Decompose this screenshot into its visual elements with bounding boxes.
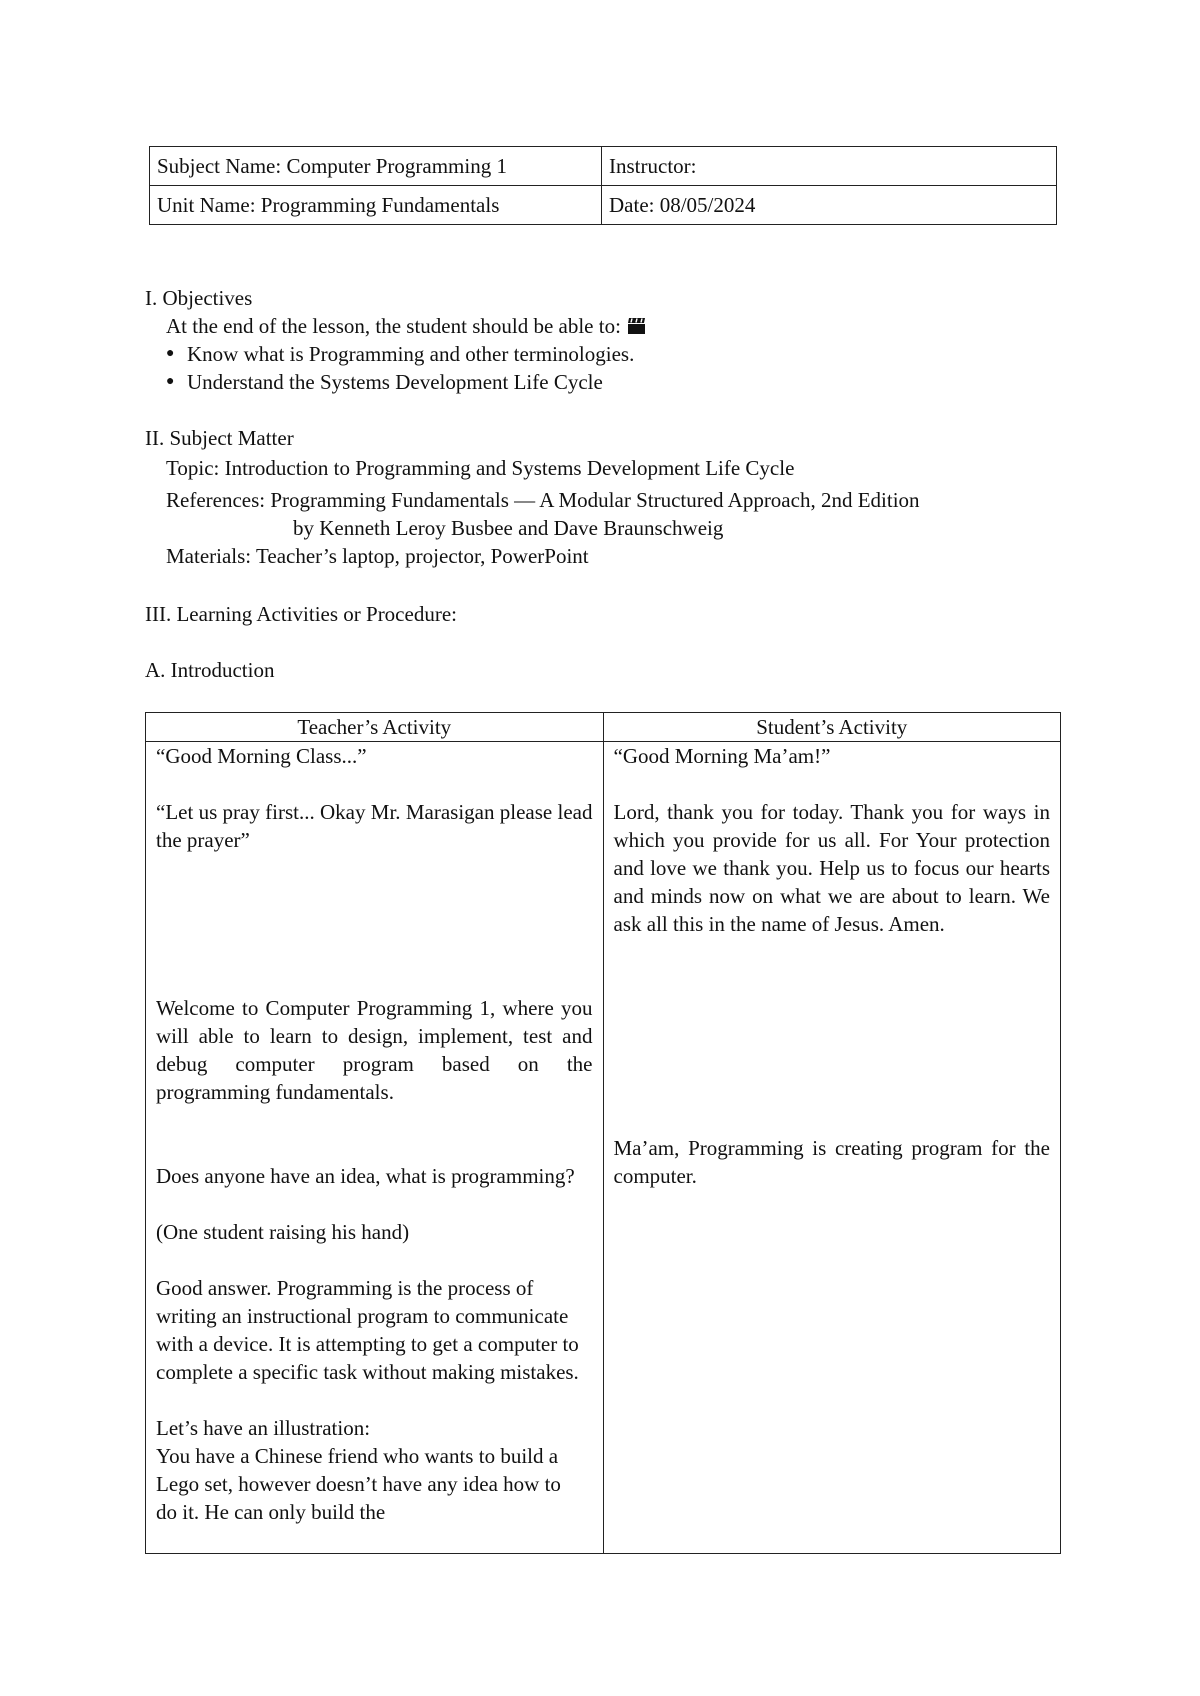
- student-activity-header: Student’s Activity: [603, 713, 1061, 742]
- teacher-definition: Good answer. Programming is the process of writing an instructional program to communicate with a device. It is attempting to get a computer to complete a specific task without making mistakes.: [156, 1276, 579, 1384]
- clapperboard-icon: [627, 314, 647, 332]
- introduction-heading: A. Introduction: [145, 658, 275, 682]
- topic-line: Topic: Introduction to Programming and Systems Development Life Cycle: [166, 456, 795, 480]
- objective-item-2: Understand the Systems Development Life Cycle: [187, 370, 603, 394]
- subject-matter-heading: II. Subject Matter: [145, 426, 294, 450]
- teacher-welcome: Welcome to Computer Programming 1, where you will able to learn to design, implement, test and debug computer program based on the programming fundamentals.: [156, 996, 593, 1104]
- teacher-prayer-request: “Let us pray first... Okay Mr. Marasigan please lead the prayer”: [156, 800, 593, 852]
- objectives-intro-line: [145, 312, 647, 340]
- list-item: [145, 368, 647, 396]
- student-activity-cell: [603, 742, 1061, 1554]
- subject-name-cell: Subject Name: Computer Programming 1: [150, 147, 602, 186]
- materials-line: Materials: Teacher’s laptop, projector, PowerPoint: [166, 544, 589, 568]
- unit-name-cell: Unit Name: Programming Fundamentals: [150, 186, 602, 225]
- teacher-stage-note: (One student raising his hand): [156, 1220, 410, 1244]
- teacher-illustration-intro: Let’s have an illustration:: [156, 1416, 371, 1440]
- teacher-greeting: “Good Morning Class...”: [156, 744, 367, 768]
- table-header-row: [146, 713, 1061, 742]
- table-row: [150, 147, 1057, 186]
- activity-table: [145, 712, 1061, 1554]
- bullet-icon: ●: [166, 346, 175, 361]
- teacher-question: Does anyone have an idea, what is programming?: [156, 1164, 575, 1188]
- teacher-activity-header: Teacher’s Activity: [146, 713, 604, 742]
- list-item: [145, 340, 647, 368]
- teacher-activity-cell: [146, 742, 604, 1554]
- student-answer: Ma’am, Programming is creating program for the computer.: [613, 1136, 1050, 1188]
- student-greeting: “Good Morning Ma’am!”: [613, 744, 831, 768]
- objective-item-1: Know what is Programming and other terminologies.: [187, 342, 635, 366]
- objectives-section: [145, 284, 647, 396]
- teacher-illustration-text: You have a Chinese friend who wants to build a Lego set, however doesn’t have any idea how to do it. He can only build the: [156, 1444, 561, 1524]
- table-row: [150, 186, 1057, 225]
- references-line: References: Programming Fundamentals — A Modular Structured Approach, 2nd Edition: [166, 488, 920, 512]
- subject-matter-section: [145, 424, 920, 570]
- procedure-heading: III. Learning Activities or Procedure:: [145, 602, 457, 626]
- references-authors-line: by Kenneth Leroy Busbee and Dave Braunschweig: [293, 516, 724, 540]
- instructor-cell: Instructor:: [602, 147, 1057, 186]
- lesson-header-table: [149, 146, 1057, 225]
- table-row: [146, 742, 1061, 1554]
- objectives-heading: I. Objectives: [145, 286, 253, 310]
- student-prayer: Lord, thank you for today. Thank you for ways in which you provide for us all. For Your protection and love we thank you. Help us to focus our hearts and minds now on what we are about to learn. We ask all this in the name of Jesus. Amen.: [613, 800, 1050, 936]
- objectives-intro: At the end of the lesson, the student should be able to:: [166, 314, 621, 338]
- date-cell: Date: 08/05/2024: [602, 186, 1057, 225]
- bullet-icon: ●: [166, 374, 175, 389]
